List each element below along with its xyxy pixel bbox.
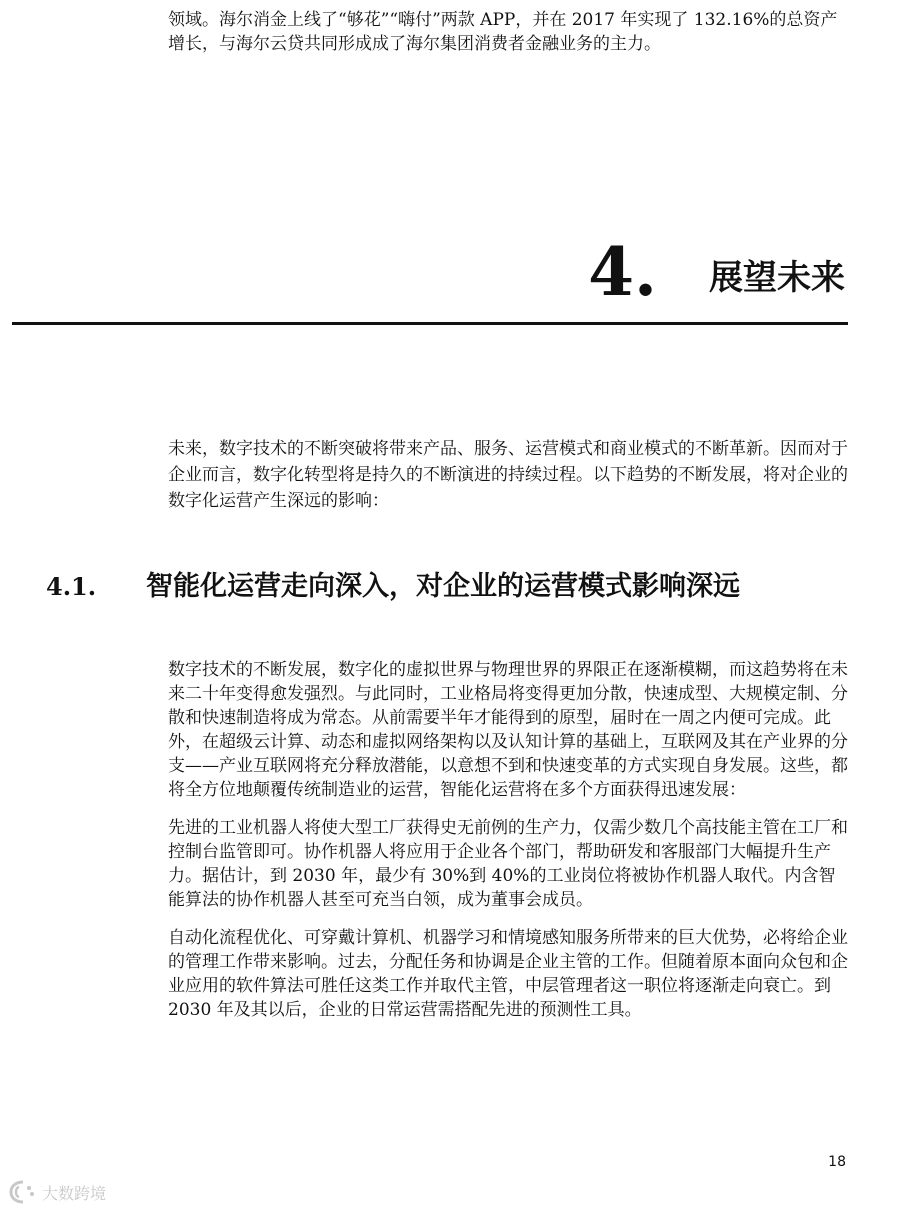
intro-paragraph: 未来，数字技术的不断突破将带来产品、服务、运营模式和商业模式的不断革新。因而对于企业而言，数字化转型将是持久的不断演进的持续过程。以下趋势的不断发展，将对企业的数字化运营产生深远的影响： — [168, 439, 848, 511]
section-title: 智能化运营走向深入，对企业的运营模式影响深远 — [146, 571, 740, 602]
section-heading — [46, 564, 856, 603]
chapter-title: 展望未来 — [709, 258, 845, 298]
continued-paragraph: 领域。海尔消金上线了“够花”“嗨付”两款 APP，并在 2017 年实现了 132.16%的总资产增长，与海尔云贷共同形成成了海尔集团消费者金融业务的主力。 — [168, 10, 838, 54]
section-number: 4.1. — [46, 572, 97, 601]
watermark — [8, 1180, 106, 1204]
page-number: 18 — [828, 1154, 846, 1170]
chapter-divider — [12, 322, 848, 325]
body-paragraph: 自动化流程优化、可穿戴计算机、机器学习和情境感知服务所带来的巨大优势，必将给企业的管理工作带来影响。过去，分配任务和协调是企业主管的工作。但随着原本面向众包和企业应用的软件算法可胜任这类工作并取代主管，中层管理者这一职位将逐渐走向衰亡。到 2030 年及其以后，企业的日常运营需搭配先进的预测性工具。 — [168, 928, 848, 1020]
chapter-heading — [588, 232, 845, 312]
section-body — [168, 658, 848, 1036]
body-paragraph: 数字技术的不断发展，数字化的虚拟世界与物理世界的界限正在逐渐模糊，而这趋势将在未来二十年变得愈发强烈。与此同时，工业格局将变得更加分散，快速成型、大规模定制、分散和快速制造将成为常态。从前需要半年才能得到的原型，届时在一周之内便可完成。此外，在超级云计算、动态和虚拟网络架构以及认知计算的基础上，互联网及其在产业界的分支——产业互联网将充分释放潜能，以意想不到和快速变革的方式实现自身发展。这些，都将全方位地颠覆传统制造业的运营，智能化运营将在多个方面获得迅速发展： — [168, 660, 848, 800]
body-paragraph: 先进的工业机器人将使大型工厂获得史无前例的生产力，仅需少数几个高技能主管在工厂和控制台监管即可。协作机器人将应用于企业各个部门，帮助研发和客服部门大幅提升生产力。据估计，到 2030 年，最少有 30%到 40%的工业岗位将被协作机器人取代。内含智能算法的协作机器人甚至可充当白领，成为董事会成员。 — [168, 818, 848, 910]
watermark-text: 大数跨境 — [42, 1183, 107, 1203]
chapter-number: 4. — [588, 233, 657, 311]
brand-logo-icon — [8, 1180, 38, 1204]
